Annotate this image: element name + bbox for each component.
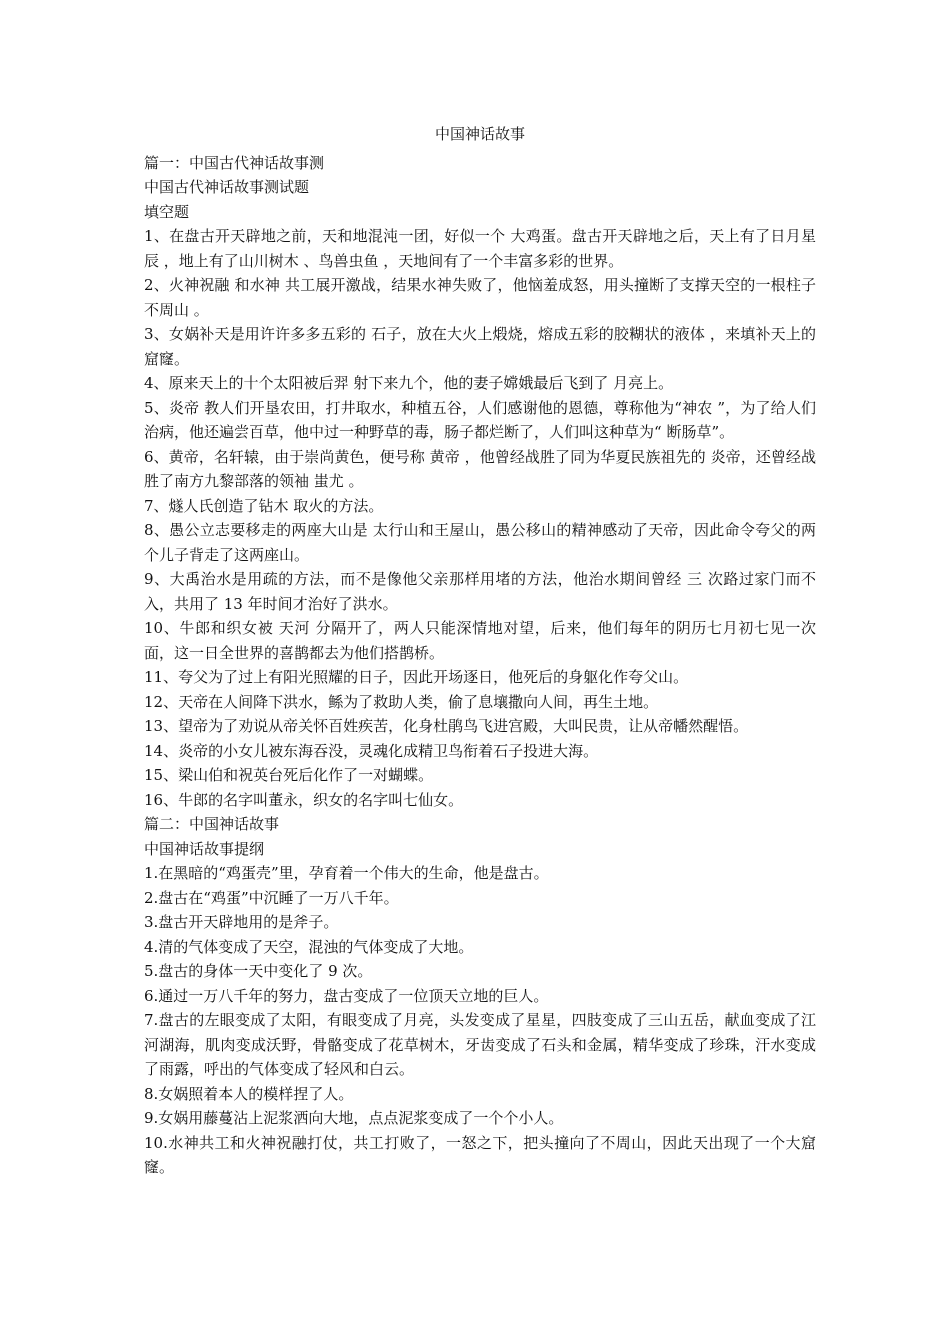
paragraph: 5、炎帝 教人们开垦农田，打井取水，种植五谷，人们感谢他的恩德，尊称他为“神农 ”，为了给人们治病，他还遍尝百草，他中过一种野草的毒，肠子都烂断了，人们叫这种草为“ 断肠草”。 [144, 398, 816, 441]
paragraph: 篇二：中国神话故事 [144, 815, 280, 833]
paragraph: 14、炎帝的小女儿被东海吞没，灵魂化成精卫鸟衔着石子投进大海。 [144, 741, 599, 760]
paragraph: 8、愚公立志要移走的两座大山是 太行山和王屋山，愚公移山的精神感动了天帝，因此命令夸父的两个儿子背走了这两座山。 [144, 521, 816, 564]
paragraph: 6、黄帝，名轩辕，由于崇尚黄色，便号称 黄帝 ，他曾经战胜了同为华夏民族祖先的 炎帝，还曾经战胜了南方九黎部落的领袖 蚩尤 。 [144, 447, 816, 490]
paragraph: 中国神话故事提纲 [144, 839, 265, 858]
paragraph: 9、大禹治水是用疏的方法，而不是像他父亲那样用堵的方法，他治水期间曾经 三 次路过家门而不入，共用了 13 年时间才治好了洪水。 [144, 570, 816, 613]
document-body [144, 122, 816, 1180]
paragraph: 7、燧人氏创造了钻木 取火的方法。 [144, 496, 384, 515]
paragraph: 11、夸父为了过上有阳光照耀的日子，因此开场逐日，他死后的身躯化作夸父山。 [144, 668, 689, 686]
paragraph: 4.清的气体变成了天空，混浊的气体变成了大地。 [144, 937, 474, 956]
paragraph: 5.盘古的身体一天中变化了 9 次。 [144, 962, 373, 980]
paragraph: 9.女娲用藤蔓沾上泥浆洒向大地，点点泥浆变成了一个个小人。 [144, 1109, 564, 1127]
paragraph: 10、牛郎和织女被 天河 分隔开了，两人只能深情地对望，后来，他们每年的阴历七月初七见一次面，这一日全世界的喜鹊都去为他们搭鹊桥。 [144, 619, 816, 662]
paragraph: 3、女娲补天是用许许多多五彩的 石子，放在大火上煅烧，熔成五彩的胶糊状的液体 ，来填补天上的窟窿。 [144, 325, 816, 368]
paragraph: 填空题 [144, 202, 190, 221]
paragraph: 12、天帝在人间降下洪水，鲧为了救助人类，偷了息壤撒向人间，再生土地。 [144, 692, 659, 711]
paragraph: 8.女娲照着本人的模样捏了人。 [144, 1084, 354, 1103]
paragraph: 10.水神共工和火神祝融打仗，共工打败了，一怒之下，把头撞向了不周山，因此天出现了一个大窟窿。 [144, 1133, 816, 1176]
paragraph: 13、望帝为了劝说从帝关怀百姓疾苦，化身杜鹃鸟飞进宫殿，大叫民贵，让从帝幡然醒悟。 [144, 717, 749, 735]
paragraph: 7.盘古的左眼变成了太阳，有眼变成了月亮，头发变成了星星，四肢变成了三山五岳，献血变成了江河湖海，肌肉变成沃野，骨骼变成了花草树木，牙齿变成了石头和金属，精华变成了珍珠，汗水变成了雨露，呼出的气体变成了轻风和白云。 [144, 1011, 816, 1078]
paragraph: 3.盘古开天辟地用的是斧子。 [144, 913, 339, 931]
paragraph: 1、在盘古开天辟地之前，天和地混沌一团，好似一个 大鸡蛋。盘古开天辟地之后，天上有了日月星辰 ，地上有了山川树木 、鸟兽虫鱼 ，天地间有了一个丰富多彩的世界。 [144, 227, 816, 270]
paragraph-list [144, 151, 816, 1180]
paragraph: 2、火神祝融 和水神 共工展开激战，结果水神失败了，他恼羞成怒，用头撞断了支撑天空的一根柱子不周山 。 [144, 276, 816, 319]
paragraph: 中国古代神话故事测试题 [144, 178, 310, 196]
paragraph: 篇一：中国古代神话故事测 [144, 153, 325, 172]
paragraph: 1.在黑暗的“鸡蛋壳”里，孕育着一个伟大的生命，他是盘古。 [144, 864, 549, 882]
paragraph: 16、牛郎的名字叫董永，织女的名字叫七仙女。 [144, 790, 464, 809]
paragraph: 15、梁山伯和祝英台死后化作了一对蝴蝶。 [144, 766, 434, 784]
document-title: 中国神话故事 [434, 125, 525, 143]
paragraph: 6.通过一万八千年的努力，盘古变成了一位顶天立地的巨人。 [144, 986, 549, 1005]
paragraph: 2.盘古在“鸡蛋”中沉睡了一万八千年。 [144, 888, 399, 907]
paragraph: 4、原来天上的十个太阳被后羿 射下来九个，他的妻子嫦娥最后飞到了 月亮上。 [144, 374, 674, 392]
